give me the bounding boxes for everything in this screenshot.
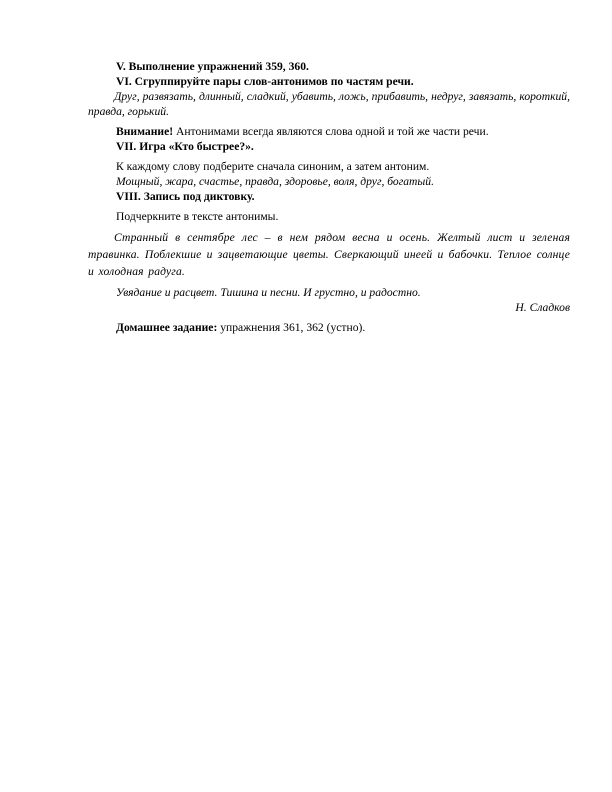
section-6-word-list: Друг, развязать, длинный, сладкий, убавить, ложь, прибавить, недруг, завязать, короткий, правда, горький. xyxy=(88,90,570,118)
section-6-title: VI. Сгруппируйте пары слов-антонимов по частям речи. xyxy=(116,75,414,88)
section-7-instruction: К каждому слову подберите сначала синоним, а затем антоним. xyxy=(116,160,430,173)
homework-label: Домашнее задание: xyxy=(116,321,218,334)
section-5-title: V. Выполнение упражнений 359, 360. xyxy=(116,60,309,73)
section-6-note xyxy=(90,124,570,139)
attention-text: Антонимами всегда являются слова одной и той же части речи. xyxy=(173,125,489,138)
dictation-paragraph-2: Увядание и расцвет. Тишина и песни. И грустно, и радостно. xyxy=(116,286,421,299)
section-7-word-list: Мощный, жара, счастье, правда, здоровье, воля, друг, богатый. xyxy=(116,175,434,188)
dictation-author: Н. Сладков xyxy=(515,301,570,314)
homework xyxy=(90,320,570,335)
dictation-paragraph-1: Странный в сентябре лес – в нем рядом весна и осень. Желтый лист и зеленая травинка. Поблекшие и зацветающие цветы. Сверкающий инеей и бабочки. Теплое солнце и холодная радуга. xyxy=(88,231,570,278)
homework-text: упражнения 361, 362 (устно). xyxy=(217,321,366,334)
section-8-title: VIII. Запись под диктовку. xyxy=(116,190,255,203)
section-7-title: VII. Игра «Кто быстрее?». xyxy=(116,140,254,153)
attention-label: Внимание! xyxy=(116,125,174,138)
section-8-instruction: Подчеркните в тексте антонимы. xyxy=(116,210,279,223)
